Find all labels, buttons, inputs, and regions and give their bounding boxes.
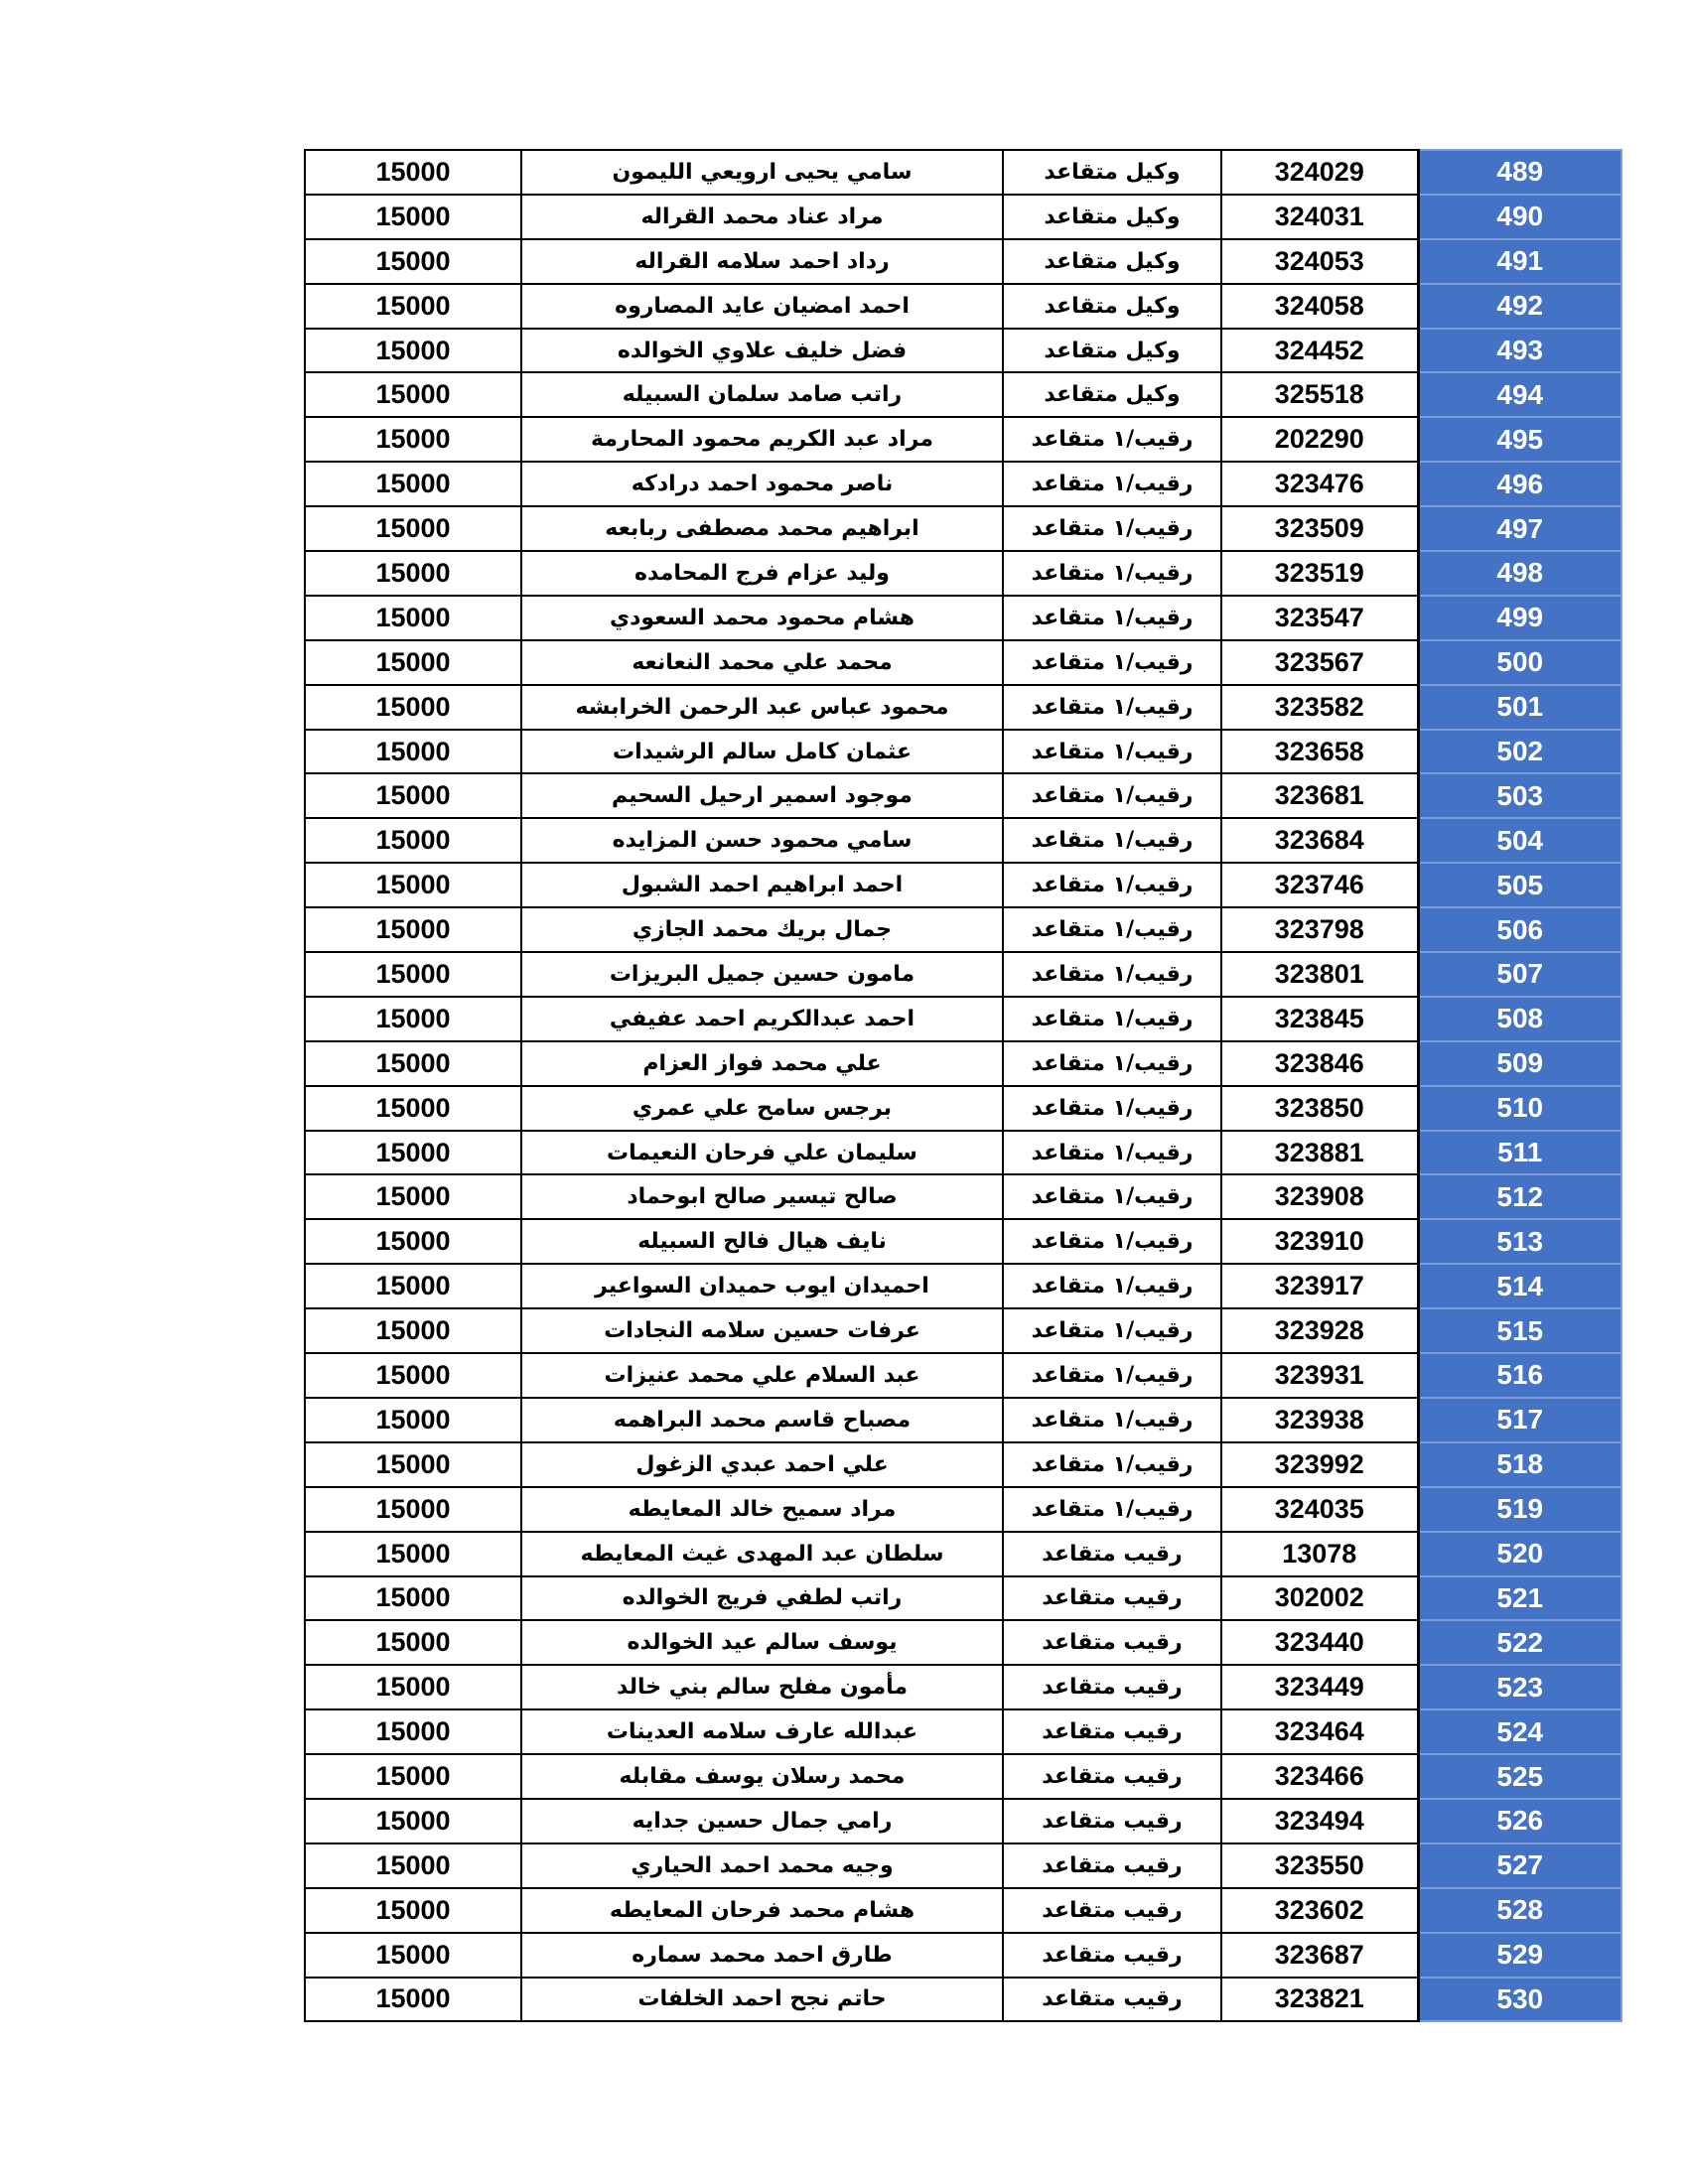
table-row <box>305 284 1621 329</box>
sequence-number-cell: 504 <box>1418 818 1621 863</box>
rank-cell: رقيب/١ متقاعد <box>1003 1264 1221 1308</box>
rank-cell: رقيب/١ متقاعد <box>1003 1308 1221 1353</box>
table-row <box>305 1219 1621 1264</box>
sequence-number-cell: 502 <box>1418 730 1621 774</box>
rank-cell: رقيب/١ متقاعد <box>1003 1041 1221 1086</box>
table-row <box>305 1041 1621 1086</box>
table-row <box>305 997 1621 1041</box>
sequence-number-cell: 493 <box>1418 329 1621 373</box>
sequence-number-cell: 503 <box>1418 773 1621 818</box>
name-cell: عبدالله عارف سلامه العدينات <box>521 1709 1003 1754</box>
amount-cell: 15000 <box>305 1843 521 1888</box>
id-number-cell: 323845 <box>1221 997 1418 1041</box>
rank-cell: رقيب متقاعد <box>1003 1754 1221 1799</box>
rank-cell: رقيب/١ متقاعد <box>1003 952 1221 997</box>
amount-cell: 15000 <box>305 1576 521 1621</box>
table-row <box>305 1487 1621 1532</box>
amount-cell: 15000 <box>305 1219 521 1264</box>
sequence-number-cell: 521 <box>1418 1576 1621 1621</box>
sequence-number-cell: 515 <box>1418 1308 1621 1353</box>
name-cell: مراد عبد الكريم محمود المحارمة <box>521 417 1003 462</box>
id-number-cell: 323746 <box>1221 863 1418 907</box>
id-number-cell: 323681 <box>1221 773 1418 818</box>
rank-cell: رقيب/١ متقاعد <box>1003 1219 1221 1264</box>
id-number-cell: 323658 <box>1221 730 1418 774</box>
name-cell: مراد عناد محمد القراله <box>521 195 1003 239</box>
rank-cell: وكيل متقاعد <box>1003 239 1221 284</box>
amount-cell: 15000 <box>305 1754 521 1799</box>
id-number-cell: 323910 <box>1221 1219 1418 1264</box>
table-row <box>305 1442 1621 1487</box>
rank-cell: رقيب/١ متقاعد <box>1003 730 1221 774</box>
name-cell: محمد علي محمد النعانعه <box>521 640 1003 685</box>
rank-cell: وكيل متقاعد <box>1003 372 1221 417</box>
id-number-cell: 323928 <box>1221 1308 1418 1353</box>
sequence-number-cell: 501 <box>1418 685 1621 730</box>
amount-cell: 15000 <box>305 1799 521 1843</box>
sequence-number-cell: 511 <box>1418 1131 1621 1175</box>
table-row <box>305 372 1621 417</box>
table-row <box>305 1620 1621 1665</box>
id-number-cell: 323931 <box>1221 1353 1418 1398</box>
table-row <box>305 1843 1621 1888</box>
table-row <box>305 417 1621 462</box>
name-cell: احمد امضيان عايد المصاروه <box>521 284 1003 329</box>
rank-cell: رقيب متقاعد <box>1003 1978 1221 2022</box>
id-number-cell: 324053 <box>1221 239 1418 284</box>
sequence-number-cell: 505 <box>1418 863 1621 907</box>
name-cell: سلطان عبد المهدى غيث المعايطه <box>521 1532 1003 1576</box>
id-number-cell: 323476 <box>1221 462 1418 506</box>
name-cell: رداد احمد سلامه القراله <box>521 239 1003 284</box>
sequence-number-cell: 498 <box>1418 551 1621 596</box>
table-row <box>305 685 1621 730</box>
sequence-number-cell: 490 <box>1418 195 1621 239</box>
table-row <box>305 596 1621 640</box>
id-number-cell: 323850 <box>1221 1086 1418 1131</box>
sequence-number-cell: 517 <box>1418 1398 1621 1442</box>
name-cell: مامون حسين جميل البريزات <box>521 952 1003 997</box>
table-row <box>305 730 1621 774</box>
rank-cell: رقيب/١ متقاعد <box>1003 462 1221 506</box>
name-cell: صالح تيسير صالح ابوحماد <box>521 1174 1003 1219</box>
sequence-number-cell: 494 <box>1418 372 1621 417</box>
rank-cell: رقيب/١ متقاعد <box>1003 1131 1221 1175</box>
table-row <box>305 1665 1621 1709</box>
table-body <box>305 150 1621 2021</box>
amount-cell: 15000 <box>305 1620 521 1665</box>
id-number-cell: 323519 <box>1221 551 1418 596</box>
name-cell: احميدان ايوب حميدان السواعير <box>521 1264 1003 1308</box>
name-cell: مراد سميح خالد المعايطه <box>521 1487 1003 1532</box>
table-row <box>305 640 1621 685</box>
table-row <box>305 1308 1621 1353</box>
amount-cell: 15000 <box>305 1398 521 1442</box>
beneficiaries-table <box>304 149 1622 2022</box>
name-cell: راتب لطفي فريج الخوالده <box>521 1576 1003 1621</box>
amount-cell: 15000 <box>305 1086 521 1131</box>
amount-cell: 15000 <box>305 150 521 195</box>
rank-cell: وكيل متقاعد <box>1003 195 1221 239</box>
rank-cell: رقيب متقاعد <box>1003 1665 1221 1709</box>
name-cell: رامي جمال حسين جدايه <box>521 1799 1003 1843</box>
rank-cell: رقيب/١ متقاعد <box>1003 1487 1221 1532</box>
table-row <box>305 195 1621 239</box>
rank-cell: وكيل متقاعد <box>1003 284 1221 329</box>
name-cell: حاتم نجح احمد الخلفات <box>521 1978 1003 2022</box>
sequence-number-cell: 497 <box>1418 506 1621 551</box>
amount-cell: 15000 <box>305 195 521 239</box>
name-cell: علي احمد عبدي الزغول <box>521 1442 1003 1487</box>
name-cell: عرفات حسين سلامه النجادات <box>521 1308 1003 1353</box>
table-row <box>305 1888 1621 1933</box>
name-cell: وجيه محمد احمد الحياري <box>521 1843 1003 1888</box>
amount-cell: 15000 <box>305 1353 521 1398</box>
amount-cell: 15000 <box>305 329 521 373</box>
table-row <box>305 506 1621 551</box>
id-number-cell: 323567 <box>1221 640 1418 685</box>
table-row <box>305 329 1621 373</box>
rank-cell: وكيل متقاعد <box>1003 150 1221 195</box>
rank-cell: رقيب/١ متقاعد <box>1003 551 1221 596</box>
amount-cell: 15000 <box>305 1442 521 1487</box>
table-row <box>305 1174 1621 1219</box>
sequence-number-cell: 507 <box>1418 952 1621 997</box>
name-cell: سليمان علي فرحان النعيمات <box>521 1131 1003 1175</box>
sequence-number-cell: 508 <box>1418 997 1621 1041</box>
amount-cell: 15000 <box>305 1888 521 1933</box>
name-cell: راتب صامد سلمان السبيله <box>521 372 1003 417</box>
amount-cell: 15000 <box>305 372 521 417</box>
name-cell: عثمان كامل سالم الرشيدات <box>521 730 1003 774</box>
id-number-cell: 323449 <box>1221 1665 1418 1709</box>
rank-cell: رقيب متقاعد <box>1003 1576 1221 1621</box>
id-number-cell: 323846 <box>1221 1041 1418 1086</box>
table-row <box>305 1576 1621 1621</box>
sequence-number-cell: 506 <box>1418 907 1621 952</box>
table-row <box>305 1264 1621 1308</box>
table-row <box>305 551 1621 596</box>
name-cell: مصباح قاسم محمد البراهمه <box>521 1398 1003 1442</box>
name-cell: جمال بريك محمد الجازي <box>521 907 1003 952</box>
id-number-cell: 323466 <box>1221 1754 1418 1799</box>
table-row <box>305 1933 1621 1978</box>
rank-cell: رقيب متقاعد <box>1003 1532 1221 1576</box>
table-row <box>305 1754 1621 1799</box>
table-row <box>305 239 1621 284</box>
sequence-number-cell: 530 <box>1418 1978 1621 2022</box>
rank-cell: رقيب/١ متقاعد <box>1003 818 1221 863</box>
name-cell: نايف هيال فالح السبيله <box>521 1219 1003 1264</box>
id-number-cell: 323582 <box>1221 685 1418 730</box>
id-number-cell: 13078 <box>1221 1532 1418 1576</box>
table-row <box>305 1709 1621 1754</box>
amount-cell: 15000 <box>305 1264 521 1308</box>
amount-cell: 15000 <box>305 640 521 685</box>
sequence-number-cell: 499 <box>1418 596 1621 640</box>
rank-cell: وكيل متقاعد <box>1003 329 1221 373</box>
rank-cell: رقيب متقاعد <box>1003 1888 1221 1933</box>
id-number-cell: 324452 <box>1221 329 1418 373</box>
sequence-number-cell: 512 <box>1418 1174 1621 1219</box>
amount-cell: 15000 <box>305 997 521 1041</box>
id-number-cell: 323917 <box>1221 1264 1418 1308</box>
sequence-number-cell: 519 <box>1418 1487 1621 1532</box>
name-cell: وليد عزام فرج المحامده <box>521 551 1003 596</box>
rank-cell: رقيب متقاعد <box>1003 1620 1221 1665</box>
rank-cell: رقيب متقاعد <box>1003 1933 1221 1978</box>
rank-cell: رقيب/١ متقاعد <box>1003 1398 1221 1442</box>
amount-cell: 15000 <box>305 1978 521 2022</box>
id-number-cell: 323440 <box>1221 1620 1418 1665</box>
name-cell: موجود اسمير ارحيل السحيم <box>521 773 1003 818</box>
sequence-number-cell: 518 <box>1418 1442 1621 1487</box>
name-cell: يوسف سالم عيد الخوالده <box>521 1620 1003 1665</box>
sequence-number-cell: 523 <box>1418 1665 1621 1709</box>
rank-cell: رقيب/١ متقاعد <box>1003 907 1221 952</box>
name-cell: عبد السلام علي محمد عنيزات <box>521 1353 1003 1398</box>
name-cell: احمد عبدالكريم احمد عفيفي <box>521 997 1003 1041</box>
name-cell: محمود عباس عبد الرحمن الخرابشه <box>521 685 1003 730</box>
amount-cell: 15000 <box>305 1665 521 1709</box>
table-row <box>305 952 1621 997</box>
id-number-cell: 324058 <box>1221 284 1418 329</box>
name-cell: طارق احمد محمد سماره <box>521 1933 1003 1978</box>
name-cell: سامي محمود حسن المزايده <box>521 818 1003 863</box>
amount-cell: 15000 <box>305 952 521 997</box>
sequence-number-cell: 495 <box>1418 417 1621 462</box>
id-number-cell: 323908 <box>1221 1174 1418 1219</box>
sequence-number-cell: 491 <box>1418 239 1621 284</box>
id-number-cell: 324031 <box>1221 195 1418 239</box>
amount-cell: 15000 <box>305 506 521 551</box>
table-row <box>305 818 1621 863</box>
id-number-cell: 325518 <box>1221 372 1418 417</box>
rank-cell: رقيب/١ متقاعد <box>1003 1442 1221 1487</box>
name-cell: ناصر محمود احمد درادكه <box>521 462 1003 506</box>
rank-cell: رقيب/١ متقاعد <box>1003 997 1221 1041</box>
id-number-cell: 323602 <box>1221 1888 1418 1933</box>
rank-cell: رقيب متقاعد <box>1003 1709 1221 1754</box>
amount-cell: 15000 <box>305 1131 521 1175</box>
amount-cell: 15000 <box>305 685 521 730</box>
id-number-cell: 324035 <box>1221 1487 1418 1532</box>
id-number-cell: 323550 <box>1221 1843 1418 1888</box>
sequence-number-cell: 509 <box>1418 1041 1621 1086</box>
rank-cell: رقيب متقاعد <box>1003 1843 1221 1888</box>
table-row <box>305 150 1621 195</box>
id-number-cell: 323798 <box>1221 907 1418 952</box>
table-row <box>305 1353 1621 1398</box>
name-cell: هشام محمود محمد السعودي <box>521 596 1003 640</box>
table-row <box>305 1978 1621 2022</box>
table-row <box>305 863 1621 907</box>
sequence-number-cell: 496 <box>1418 462 1621 506</box>
rank-cell: رقيب/١ متقاعد <box>1003 506 1221 551</box>
sequence-number-cell: 529 <box>1418 1933 1621 1978</box>
id-number-cell: 323684 <box>1221 818 1418 863</box>
amount-cell: 15000 <box>305 596 521 640</box>
id-number-cell: 323687 <box>1221 1933 1418 1978</box>
sequence-number-cell: 516 <box>1418 1353 1621 1398</box>
id-number-cell: 323992 <box>1221 1442 1418 1487</box>
amount-cell: 15000 <box>305 462 521 506</box>
rank-cell: رقيب/١ متقاعد <box>1003 1086 1221 1131</box>
table-row <box>305 1532 1621 1576</box>
amount-cell: 15000 <box>305 730 521 774</box>
amount-cell: 15000 <box>305 1487 521 1532</box>
name-cell: ابراهيم محمد مصطفى ربابعه <box>521 506 1003 551</box>
id-number-cell: 323547 <box>1221 596 1418 640</box>
id-number-cell: 323881 <box>1221 1131 1418 1175</box>
rank-cell: رقيب/١ متقاعد <box>1003 640 1221 685</box>
name-cell: فضل خليف علاوي الخوالده <box>521 329 1003 373</box>
sequence-number-cell: 527 <box>1418 1843 1621 1888</box>
table-row <box>305 1131 1621 1175</box>
amount-cell: 15000 <box>305 1041 521 1086</box>
sequence-number-cell: 513 <box>1418 1219 1621 1264</box>
name-cell: احمد ابراهيم احمد الشبول <box>521 863 1003 907</box>
id-number-cell: 323801 <box>1221 952 1418 997</box>
id-number-cell: 323938 <box>1221 1398 1418 1442</box>
amount-cell: 15000 <box>305 284 521 329</box>
rank-cell: رقيب/١ متقاعد <box>1003 596 1221 640</box>
sequence-number-cell: 525 <box>1418 1754 1621 1799</box>
amount-cell: 15000 <box>305 863 521 907</box>
rank-cell: رقيب/١ متقاعد <box>1003 1353 1221 1398</box>
id-number-cell: 202290 <box>1221 417 1418 462</box>
name-cell: هشام محمد فرحان المعايطه <box>521 1888 1003 1933</box>
rank-cell: رقيب/١ متقاعد <box>1003 1174 1221 1219</box>
id-number-cell: 302002 <box>1221 1576 1418 1621</box>
amount-cell: 15000 <box>305 1308 521 1353</box>
id-number-cell: 323494 <box>1221 1799 1418 1843</box>
amount-cell: 15000 <box>305 239 521 284</box>
id-number-cell: 323509 <box>1221 506 1418 551</box>
sequence-number-cell: 522 <box>1418 1620 1621 1665</box>
amount-cell: 15000 <box>305 1709 521 1754</box>
amount-cell: 15000 <box>305 818 521 863</box>
amount-cell: 15000 <box>305 1174 521 1219</box>
amount-cell: 15000 <box>305 551 521 596</box>
sequence-number-cell: 528 <box>1418 1888 1621 1933</box>
amount-cell: 15000 <box>305 417 521 462</box>
sequence-number-cell: 492 <box>1418 284 1621 329</box>
id-number-cell: 323464 <box>1221 1709 1418 1754</box>
sequence-number-cell: 524 <box>1418 1709 1621 1754</box>
table-row <box>305 1398 1621 1442</box>
table-row <box>305 773 1621 818</box>
name-cell: برجس سامح علي عمري <box>521 1086 1003 1131</box>
table-row <box>305 907 1621 952</box>
sequence-number-cell: 510 <box>1418 1086 1621 1131</box>
amount-cell: 15000 <box>305 1933 521 1978</box>
id-number-cell: 324029 <box>1221 150 1418 195</box>
name-cell: مأمون مفلح سالم بني خالد <box>521 1665 1003 1709</box>
id-number-cell: 323821 <box>1221 1978 1418 2022</box>
table-row <box>305 1086 1621 1131</box>
sequence-number-cell: 526 <box>1418 1799 1621 1843</box>
rank-cell: رقيب/١ متقاعد <box>1003 417 1221 462</box>
amount-cell: 15000 <box>305 1532 521 1576</box>
sequence-number-cell: 514 <box>1418 1264 1621 1308</box>
name-cell: محمد رسلان يوسف مقابله <box>521 1754 1003 1799</box>
amount-cell: 15000 <box>305 773 521 818</box>
name-cell: علي محمد فواز العزام <box>521 1041 1003 1086</box>
amount-cell: 15000 <box>305 907 521 952</box>
sequence-number-cell: 489 <box>1418 150 1621 195</box>
sequence-number-cell: 500 <box>1418 640 1621 685</box>
table-row <box>305 462 1621 506</box>
rank-cell: رقيب/١ متقاعد <box>1003 685 1221 730</box>
rank-cell: رقيب متقاعد <box>1003 1799 1221 1843</box>
name-cell: سامي يحيى ارويعي الليمون <box>521 150 1003 195</box>
table-row <box>305 1799 1621 1843</box>
rank-cell: رقيب/١ متقاعد <box>1003 773 1221 818</box>
sequence-number-cell: 520 <box>1418 1532 1621 1576</box>
rank-cell: رقيب/١ متقاعد <box>1003 863 1221 907</box>
